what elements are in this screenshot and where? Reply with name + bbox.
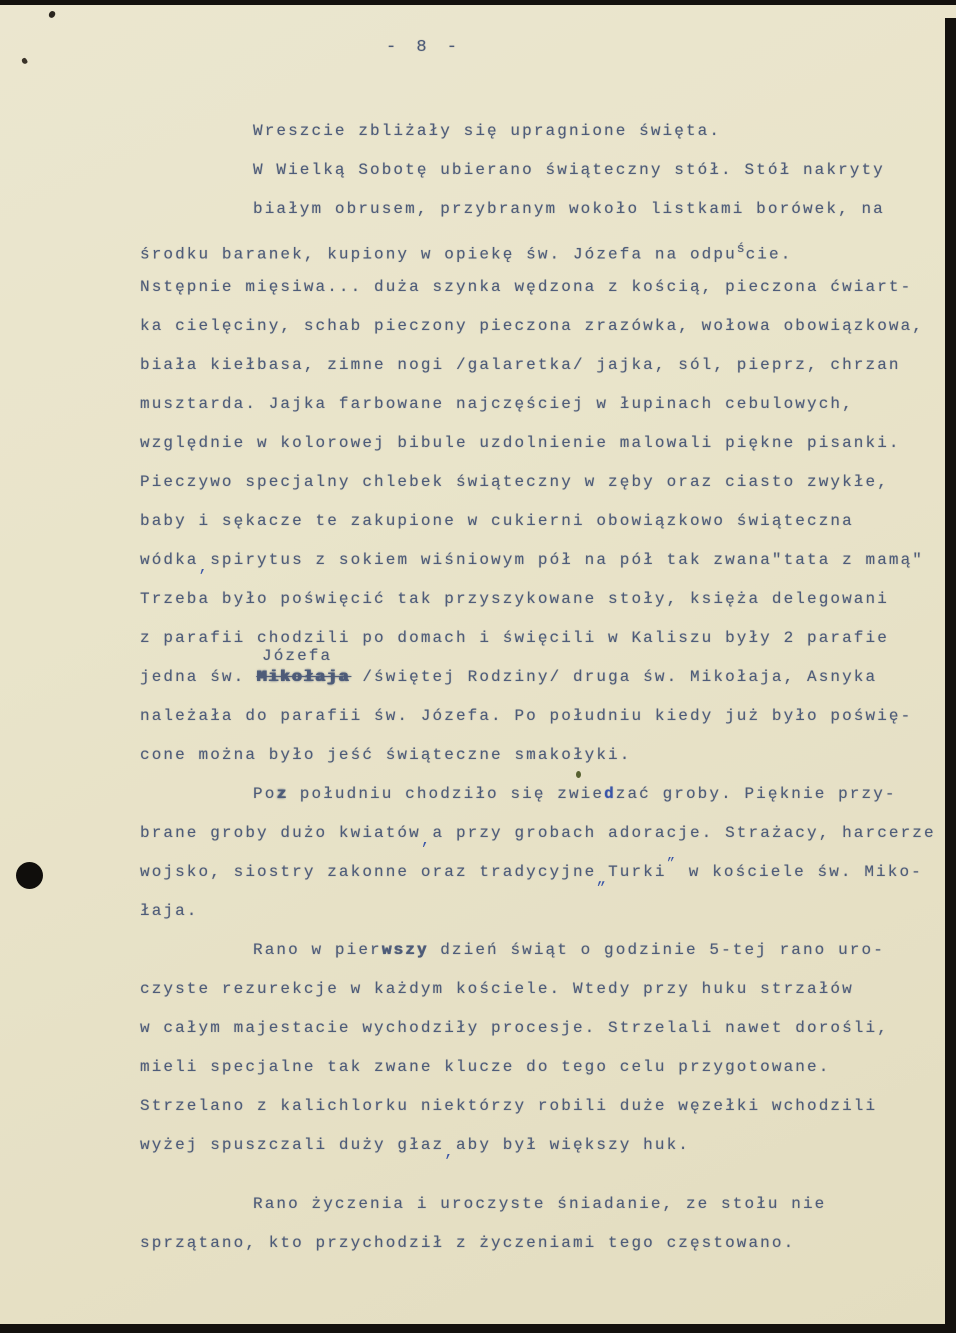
ink-speck [21, 57, 28, 65]
text-segment: brane groby dużo kwiatów [140, 824, 421, 842]
text-segment: W Wielką Sobotę ubierano świąteczny stół. Stół nakryty [253, 161, 885, 179]
text-line [140, 814, 952, 853]
text-segment: Po [253, 785, 277, 803]
text-line [140, 385, 952, 424]
text-line [140, 853, 952, 892]
text-line [140, 1048, 952, 1087]
text-segment: a przy grobach adoracje. Strażacy, harcerze [432, 824, 936, 842]
text-segment: w całym majestacie wychodziły procesje. Strzelali nawet dorośli, [140, 1019, 889, 1037]
text-line [140, 346, 952, 385]
text-line [140, 1087, 952, 1126]
text-segment: należała do parafii św. Józefa. Po południu kiedy już było poświę- [140, 707, 913, 725]
text-segment: Rano życzenia i uroczyste śniadanie, ze stołu nie [253, 1195, 827, 1213]
text-segment: dzień świąt o godzinie 5-tej rano uro- [428, 941, 885, 959]
text-segment: łaja. [140, 902, 199, 920]
text-segment: Nstępnie mięsiwa... duża szynka wędzona z kością, pieczona ćwiart- [140, 278, 913, 296]
text-line [140, 190, 952, 229]
text-segment: wyżej spuszczali duży głaz [140, 1136, 445, 1154]
text-segment: Strzelano z kalichlorku niektórzy robili duże węzełki wchodzili [140, 1097, 878, 1115]
text-segment: /świętej Rodziny/ druga św. Mikołaja, Asnyka [350, 668, 878, 686]
text-line [140, 541, 952, 580]
text-segment-hand: , [198, 558, 211, 576]
text-segment: Pieczywo specjalny chlebek świąteczny w zęby oraz ciasto zwykłe, [140, 473, 889, 491]
text-line [140, 892, 952, 931]
text-segment: względnie w kolorowej bibule uzdolnienie malowali piękne pisanki. [140, 434, 901, 452]
text-segment-hand: „ [596, 870, 609, 888]
hole-punch-mark [16, 862, 43, 889]
text-segment: w kościele św. Miko- [677, 863, 923, 881]
text-line [140, 580, 952, 619]
text-segment: wódka [140, 551, 199, 569]
text-segment: spirytus z sokiem wiśniowym pół na pół tak zwana"tata z mamą" [210, 551, 925, 569]
text-line [140, 151, 952, 190]
text-line [140, 1126, 952, 1165]
text-segment: biała kiełbasa, zimne nogi /galaretka/ jajka, sól, pieprz, chrzan [140, 356, 901, 374]
text-segment: Wreszcie zbliżały się upragnione święta. [253, 122, 722, 140]
text-segment: południu chodziło się zwie [288, 785, 605, 803]
text-line [140, 229, 952, 268]
text-segment: Rano w pier [253, 941, 382, 959]
text-line [140, 268, 952, 307]
text-line [140, 970, 952, 1009]
text-line [140, 1185, 952, 1224]
text-segment: aby był większy huk. [455, 1136, 690, 1154]
scan-edge-bottom [0, 1324, 956, 1333]
text-segment: Turki [608, 863, 667, 881]
text-line [140, 112, 952, 151]
text-segment: sprzątano, kto przychodził z życzeniami tego częstowano. [140, 1234, 796, 1252]
text-segment-sup: ś [736, 241, 746, 256]
text-line [140, 736, 952, 775]
text-segment-over: z [276, 785, 289, 803]
text-segment-b: wszy [381, 941, 429, 959]
text-segment-hand-sup: ” [666, 856, 678, 872]
text-segment: środku baranek, kupiony w opiekę św. Józefa na odpu [140, 245, 737, 264]
text-segment: Trzeba było poświęcić tak przyszykowane stoły, księża delegowani [140, 590, 889, 608]
scan-edge-top [0, 0, 956, 5]
text-segment: czyste rezurekcje w każdym kościele. Wtedy przy huku strzałów [140, 980, 854, 998]
text-segment: wojsko, siostry zakonne oraz tradycyjne [140, 863, 597, 881]
text-segment: białym obrusem, przybranym wokoło listkami borówek, na [253, 200, 885, 218]
text-line [140, 307, 952, 346]
text-segment-strike: Mikołaja [257, 668, 351, 686]
text-segment: ka cielęciny, schab pieczony pieczona zrazówka, wołowa obowiązkowa, [140, 317, 925, 335]
text-segment-hand: , [420, 831, 433, 849]
text-segment: jedna św. [140, 668, 258, 686]
page-number: - 8 - [386, 38, 463, 57]
text-line [140, 1224, 952, 1263]
text-segment-hand: , [444, 1143, 456, 1161]
text-segment: cie. [745, 245, 793, 264]
text-line [140, 424, 952, 463]
ink-speck [48, 10, 56, 19]
text-segment: musztarda. Jajka farbowane najczęściej w łupinach cebulowych, [140, 395, 854, 413]
text-segment-blue-over: d [604, 785, 616, 803]
text-segment: z parafii chodzili po domach i święcili w Kaliszu były 2 parafie [140, 629, 889, 647]
text-line [140, 775, 952, 814]
text-segment: zać groby. Pięknie przy- [615, 785, 897, 803]
text-segment: baby i sękacze te zakupione w cukierni obowiązkowo świąteczna [140, 512, 854, 530]
text-segment: mieli specjalne tak zwane klucze do tego celu przygotowane. [140, 1058, 831, 1076]
text-line [140, 697, 952, 736]
text-line [140, 1009, 952, 1048]
text-line [140, 502, 952, 541]
text-line [140, 931, 952, 970]
document-text [140, 112, 952, 1263]
text-segment: Józefa [262, 647, 333, 665]
text-line [140, 463, 952, 502]
text-segment: cone można było jeść świąteczne smakołyki. [140, 746, 632, 764]
